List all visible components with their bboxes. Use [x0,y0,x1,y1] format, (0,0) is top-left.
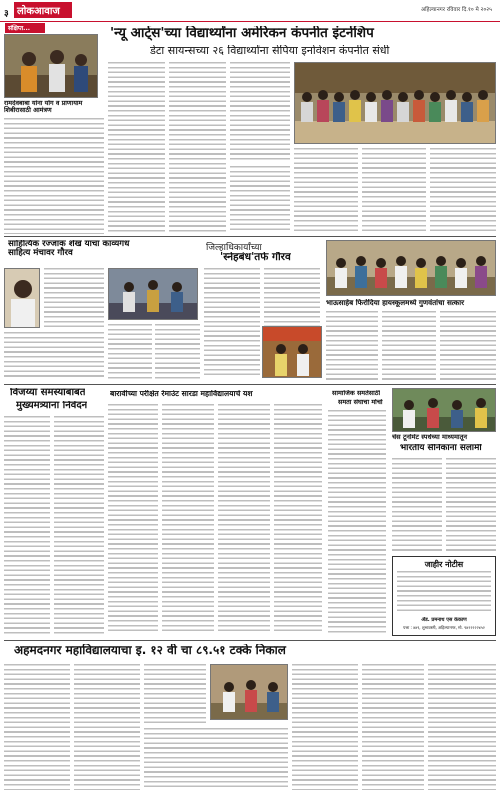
bhausaheb-body-col3 [440,311,496,381]
sahitya-body-col4 [155,324,200,380]
snehbandh-photo-image [263,327,322,378]
bottom-body-col4 [144,728,288,790]
section-label: संक्षिप्त... [8,25,31,32]
masthead-rule [0,21,500,22]
sahitya-photo [4,268,40,328]
chess-photo [392,388,496,432]
brief-headline [4,100,104,116]
bhausaheb-body-col2 [382,311,436,381]
chess-photo-image [393,389,496,432]
notice-footer-2: पत्ता : ४४९, शुभावस्ती, अहिल्यानगर, मो. ९४२२२२२४५२ [403,625,485,630]
snehbandh-kicker: जिल्हाधिकार्यांच्या [206,243,262,253]
lead-body-col2 [169,62,226,232]
bottom-body-col5 [292,664,358,790]
vijay-body-col1 [4,416,50,634]
bhausaheb-photo [326,240,496,296]
bottom-photo-image [211,665,288,720]
vijay-body-col2 [54,416,104,634]
sahitya-body-col2 [4,332,104,380]
divider-3 [4,640,496,641]
brief-body [4,118,104,234]
brief-headline-text: रामदेवबाबा यांना योग व प्राणायाम शिबीरासाठी आमंत्रण [4,100,83,114]
sangha-body [328,410,386,634]
sahitya-event-photo [108,268,198,320]
lead-body-col1 [108,62,165,232]
lead-photo [294,62,496,144]
baravi-body-col1 [108,404,158,634]
page-number: ३ [4,9,9,19]
bottom-body-col3 [144,664,206,724]
bhausaheb-body-col1 [326,311,378,381]
section-tag [5,23,45,33]
sahitya-headline-text: साहित्यिक रज्जाक शेख यांचा काव्यगंध साहित्य मंचावर गौरव [8,240,130,259]
sangha-headline-2: समता संघाचा मोर्चा [338,399,383,406]
lead-body-col6 [362,148,426,232]
sahitya-headline [8,240,148,264]
lead-body-col5 [294,148,358,232]
chess-headline-1: चेस टूर्नामेंट स्पर्धेच्या माध्यमातून [392,434,468,441]
lead-headline: 'न्यू आर्ट्स'च्या विद्यार्थ्यांना अमेरिकन कंपनीत इंटर्नशिप [110,26,374,41]
snehbandh-body-col1 [204,268,260,378]
public-notice [392,556,496,636]
lead-photo-image [295,63,496,144]
vijay-headline-2: मुख्यमंत्र्यांना निवेदन [16,401,88,411]
lead-body-col4 [230,166,290,232]
bhausaheb-photo-image [327,241,496,296]
baravi-headline: बारावीच्या परीक्षेत रेमाउंट सारडा महाविद्यालयाचे यश [110,390,253,398]
bhausaheb-headline: भाऊसाहेब फिरोदिया हायस्कूलमध्ये गुणवंतांचा सत्कार [326,299,465,307]
baravi-body-col4 [274,404,322,634]
sahitya-event-image [109,269,198,320]
brief-photo-image [5,35,98,98]
bottom-body-col2 [74,664,140,790]
sahitya-body-col1 [44,268,104,328]
bottom-body-col7 [428,664,496,790]
bottom-body-col1 [4,664,70,790]
dateline: अहिल्यानगर रविवार दि.१० मे २०२५ [420,7,492,13]
snehbandh-photo [262,326,322,378]
lead-body-col7 [430,148,496,232]
sangha-headline-1: सामाजिक समतेसाठी [332,390,381,397]
brief-photo [4,34,98,98]
bottom-body-col6 [362,664,424,790]
notice-footer-1: ॲड. प्रमनाथ एस केकाण [421,617,467,623]
divider-1 [4,236,496,237]
paper-name: लोकआवाज [17,6,60,17]
snehbandh-headline: 'स्नेहबंध'तर्फे गौरव [220,252,291,263]
baravi-body-col2 [162,404,214,634]
sahitya-body-col3 [108,324,152,380]
chess-body-col1 [392,458,442,552]
notice-title: जाहीर नोटीस [424,560,464,569]
sahitya-photo-image [5,269,40,328]
divider-2 [4,384,496,385]
bottom-headline: अहमदनगर महाविद्यालयाचा इ. १२ वी चा ८९.५१ टक्के निकाल [14,644,286,657]
bottom-photo [210,664,288,720]
snehbandh-body-col2 [264,268,320,328]
baravi-body-col3 [218,404,270,634]
chess-headline-2: भारतीय सैनिकांना सलामी [400,444,482,453]
vijay-headline-1: विजय्या समस्यांबाबत [10,388,86,398]
lead-subheadline: डेटा सायन्सच्या २६ विद्यार्थ्यांना सेपिया इनोवेशन कंपनीत संधी [150,45,390,57]
notice-body [397,571,491,613]
lead-body-col3 [230,62,290,162]
chess-body-col2 [446,458,496,552]
masthead-logo [14,2,72,18]
